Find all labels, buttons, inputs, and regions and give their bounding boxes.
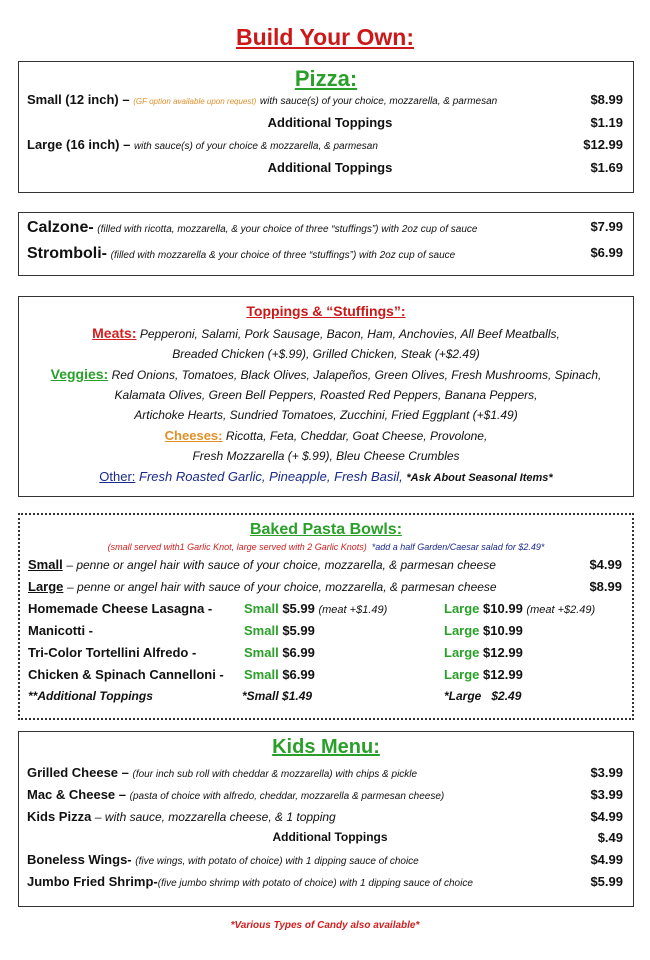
pasta-row xyxy=(20,667,632,689)
kids-row xyxy=(19,765,633,787)
veggies-line-1 xyxy=(19,364,633,385)
kids-toppings-row xyxy=(19,830,633,852)
pasta-large-row xyxy=(20,579,632,601)
item-name: Jumbo Fried Shrimp- xyxy=(27,873,158,889)
small-price: $6.99 xyxy=(282,645,315,660)
pizza-small-row xyxy=(19,92,633,115)
kids-section xyxy=(18,731,634,907)
veggies-line-2: Kalamata Olives, Green Bell Peppers, Roasted Red Peppers, Banana Peppers, xyxy=(114,387,538,402)
cheeses-label: Cheeses: xyxy=(164,427,223,443)
stromboli-row xyxy=(19,245,633,271)
small-price: *Small $1.49 xyxy=(242,689,313,703)
item-name: Small (12 inch) – xyxy=(27,92,130,107)
item-desc: (five wings, with potato of choice) with 1 dipping sauce of choice xyxy=(135,856,419,868)
pasta-small-row xyxy=(20,557,632,579)
pasta-row xyxy=(20,645,632,667)
item-name: Manicotti - xyxy=(28,623,93,638)
item-desc: (filled with mozzarella & your choice of three “stuffings”) with 2oz cup of sauce xyxy=(110,250,456,261)
small-label: Small xyxy=(244,601,279,616)
seasonal-note: *Ask About Seasonal Items* xyxy=(406,471,553,484)
pizza-large-row xyxy=(19,137,633,160)
meats-line-2: Breaded Chicken (+$.99), Grilled Chicken, Steak (+$2.49) xyxy=(172,346,480,361)
item-price: $7.99 xyxy=(590,219,623,234)
large-label: Large xyxy=(444,623,480,638)
item-name: Additional Toppings xyxy=(267,159,393,175)
item-price: $4.99 xyxy=(589,557,622,572)
item-price: $8.99 xyxy=(589,579,622,594)
item-name: Large xyxy=(28,579,64,594)
small-label: Small xyxy=(244,667,279,682)
pizza-small-toppings-row xyxy=(19,115,633,138)
other-text: Fresh Roasted Garlic, Pineapple, Fresh Basil, xyxy=(139,468,403,484)
large-label: *Large xyxy=(444,689,482,703)
pasta-row xyxy=(20,623,632,645)
item-name: Additional Toppings xyxy=(272,830,388,845)
meats-text: Pepperoni, Salami, Pork Sausage, Bacon, Ham, Anchovies, All Beef Meatballs, xyxy=(139,327,560,341)
cheeses-line-1 xyxy=(19,426,633,447)
toppings-title: Toppings & “Stuffings”: xyxy=(246,303,406,319)
item-name: Stromboli- xyxy=(27,245,107,262)
item-desc: with sauce(s) of your choice & mozzarella, & parmesan xyxy=(133,141,378,152)
item-price: $6.99 xyxy=(590,245,623,260)
item-desc: (five jumbo shrimp with potato of choice) with 1 dipping sauce of choice xyxy=(157,877,473,889)
item-desc: (pasta of choice with alfredo, cheddar, mozzarella & parmesan cheese) xyxy=(129,790,445,802)
small-price: $5.99 xyxy=(282,623,315,638)
item-desc: – penne or angel hair with sauce of your choice, mozzarella, & parmesan cheese xyxy=(67,580,497,594)
large-price: $12.99 xyxy=(483,645,523,660)
large-label: Large xyxy=(444,601,480,616)
large-price: $10.99 xyxy=(483,601,523,616)
item-price: $3.99 xyxy=(590,765,623,780)
item-price: $4.99 xyxy=(590,852,623,868)
item-desc: with sauce(s) of your choice, mozzarella, & parmesan xyxy=(259,96,498,107)
pasta-row xyxy=(20,601,632,623)
item-price: $.49 xyxy=(597,830,623,846)
item-name: Grilled Cheese – xyxy=(27,765,129,780)
kids-row xyxy=(19,809,633,831)
pizza-large-toppings-row xyxy=(19,160,633,183)
large-price: $10.99 xyxy=(483,623,523,638)
calzone-section xyxy=(18,212,634,276)
item-name: Chicken & Spinach Cannelloni - xyxy=(28,667,224,682)
large-price: $12.99 xyxy=(483,667,523,682)
item-price: $3.99 xyxy=(590,786,623,802)
pasta-title: Baked Pasta Bowls: xyxy=(249,521,403,538)
kids-row xyxy=(19,852,633,874)
cheeses-line-2: Fresh Mozzarella (+ $.99), Bleu Cheese Crumbles xyxy=(192,449,460,463)
item-price: $1.19 xyxy=(590,114,623,130)
item-price: $12.99 xyxy=(583,137,623,152)
candy-note: *Various Types of Candy also available* xyxy=(230,920,420,931)
item-price: $1.69 xyxy=(590,159,623,175)
item-name: Large (16 inch) – xyxy=(27,137,131,152)
salad-note: *add a half Garden/Caesar salad for $2.49* xyxy=(371,542,545,552)
pasta-section xyxy=(18,513,634,720)
item-name: Boneless Wings- xyxy=(27,852,132,868)
item-price: $8.99 xyxy=(590,92,623,107)
small-label: Small xyxy=(244,623,279,638)
kids-row xyxy=(19,874,633,896)
small-label: Small xyxy=(244,645,279,660)
cheeses-text: Ricotta, Feta, Cheddar, Goat Cheese, Provolone, xyxy=(225,428,488,443)
toppings-section xyxy=(18,296,634,497)
item-name: Additional Toppings xyxy=(267,114,393,130)
pizza-section xyxy=(18,61,634,193)
item-name: Homemade Cheese Lasagna - xyxy=(28,601,213,616)
page-title: Build Your Own: xyxy=(235,24,415,50)
large-extra: (meat +$2.49) xyxy=(526,604,596,616)
kids-title: Kids Menu: xyxy=(272,736,380,758)
veggies-text: Red Onions, Tomatoes, Black Olives, Jalapeños, Green Olives, Fresh Mushrooms, Spinach, xyxy=(111,368,602,382)
pizza-title: Pizza: xyxy=(294,66,358,91)
large-label: Large xyxy=(444,645,480,660)
gf-note: (GF option available upon request) xyxy=(133,97,257,106)
item-name: Calzone- xyxy=(27,219,94,236)
item-name: Tri-Color Tortellini Alfredo - xyxy=(28,645,197,660)
item-name: **Additional Toppings xyxy=(28,689,153,703)
small-extra: (meat +$1.49) xyxy=(318,604,388,616)
item-price: $4.99 xyxy=(590,808,623,824)
veggies-line-3: Artichoke Hearts, Sundried Tomatoes, Zucchini, Fried Eggplant (+$1.49) xyxy=(134,408,518,422)
veggies-label: Veggies: xyxy=(50,366,109,382)
item-desc: – penne or angel hair with sauce of your choice, mozzarella, & parmesan cheese xyxy=(66,558,496,572)
item-price: $5.99 xyxy=(590,873,623,889)
item-name: Small xyxy=(28,557,63,572)
small-price: $6.99 xyxy=(282,667,315,682)
meats-line-1 xyxy=(19,323,633,344)
item-desc: – with sauce, mozzarella cheese, & 1 topping xyxy=(94,809,336,824)
garlic-knot-note: (small served with1 Garlic Knot, large served with 2 Garlic Knots) xyxy=(107,542,367,552)
calzone-row xyxy=(19,219,633,245)
item-name: Mac & Cheese – xyxy=(27,786,126,802)
item-desc: (filled with ricotta, mozzarella, & your choice of three “stuffings”) with 2oz cup of sauce xyxy=(97,224,478,235)
item-desc: (four inch sub roll with cheddar & mozzarella) with chips & pickle xyxy=(132,769,418,780)
meats-label: Meats: xyxy=(92,325,137,341)
kids-row xyxy=(19,787,633,809)
large-price: $2.49 xyxy=(491,689,522,703)
other-line xyxy=(19,467,633,488)
item-name: Kids Pizza xyxy=(27,808,92,824)
pasta-note xyxy=(20,542,632,552)
other-label: Other: xyxy=(99,468,136,484)
small-price: $5.99 xyxy=(282,601,315,616)
large-label: Large xyxy=(444,667,480,682)
pasta-additional-row xyxy=(20,689,632,711)
